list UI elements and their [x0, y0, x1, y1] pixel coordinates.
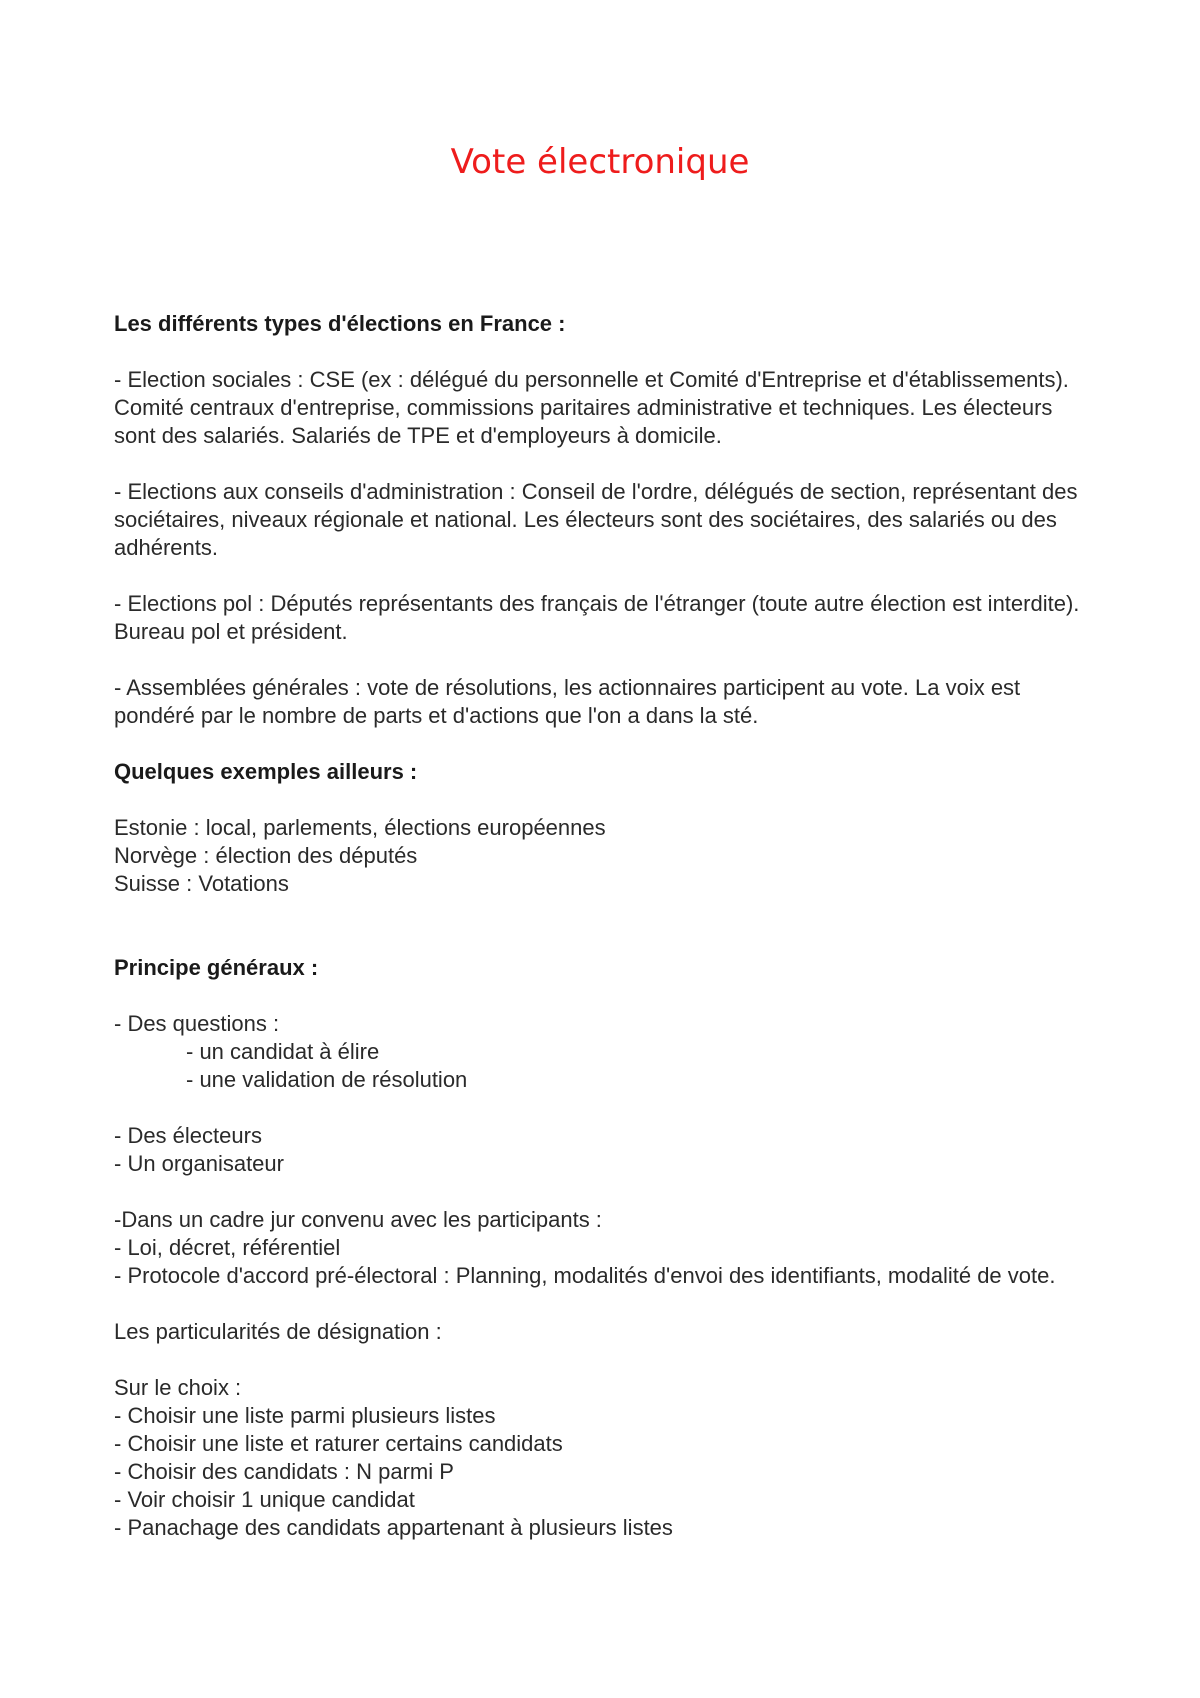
list-item-des-questions: - Des questions : [114, 1011, 280, 1036]
list-item-estonie: Estonie : local, parlements, élections européennes [114, 815, 606, 840]
list-item-organisateur: - Un organisateur [114, 1151, 284, 1176]
paragraph-particularites-designation: Les particularités de désignation : [114, 1319, 442, 1344]
document-body [114, 310, 1094, 1542]
section-heading-principe-generaux: Principe généraux : [114, 955, 319, 980]
paragraph-elections-pol: - Elections pol : Députés représentants des français de l'étranger (toute autre élection est interdite). Bureau pol et président. [114, 591, 1080, 644]
list-item-norvege: Norvège : élection des députés [114, 843, 418, 868]
list-item-candidat-a-elire: - un candidat à élire [186, 1039, 380, 1064]
list-item-loi-decret: - Loi, décret, référentiel [114, 1235, 341, 1260]
list-item-choix-liste: - Choisir une liste parmi plusieurs listes [114, 1403, 496, 1428]
paragraph-conseils-administration: - Elections aux conseils d'administration : Conseil de l'ordre, délégués de section, représentant des sociétaires, niveaux régionale et national. Les électeurs sont des sociétaires, des salariés ou des adhérents. [114, 479, 1078, 560]
section-heading-exemples-ailleurs: Quelques exemples ailleurs : [114, 759, 418, 784]
list-item-des-electeurs: - Des électeurs [114, 1123, 262, 1148]
document-title: Vote électronique [450, 142, 750, 182]
list-item-choix-raturer: - Choisir une liste et raturer certains candidats [114, 1431, 563, 1456]
list-item-choix-n-parmi-p: - Choisir des candidats : N parmi P [114, 1459, 454, 1484]
list-heading-sur-le-choix: Sur le choix : [114, 1375, 242, 1400]
paragraph-elections-sociales: - Election sociales : CSE (ex : délégué du personnelle et Comité d'Entreprise et d'établissements). Comité centraux d'entreprise, commissions paritaires administrative et techniques. Les électeurs sont des salariés. Salariés de TPE et d'employeurs à domicile. [114, 367, 1069, 448]
section-heading-types-elections: Les différents types d'élections en France : [114, 311, 566, 336]
list-item-protocole-accord: - Protocole d'accord pré-électoral : Planning, modalités d'envoi des identifiants, modalité de vote. [114, 1263, 1056, 1288]
list-item-cadre-jur: -Dans un cadre jur convenu avec les participants : [114, 1207, 602, 1232]
list-item-choix-panachage: - Panachage des candidats appartenant à plusieurs listes [114, 1515, 673, 1540]
list-item-suisse: Suisse : Votations [114, 871, 289, 896]
paragraph-assemblees-generales: - Assemblées générales : vote de résolutions, les actionnaires participent au vote. La voix est pondéré par le nombre de parts et d'actions que l'on a dans la sté. [114, 675, 1021, 728]
list-item-choix-unique: - Voir choisir 1 unique candidat [114, 1487, 415, 1512]
list-item-validation-resolution: - une validation de résolution [186, 1067, 468, 1092]
